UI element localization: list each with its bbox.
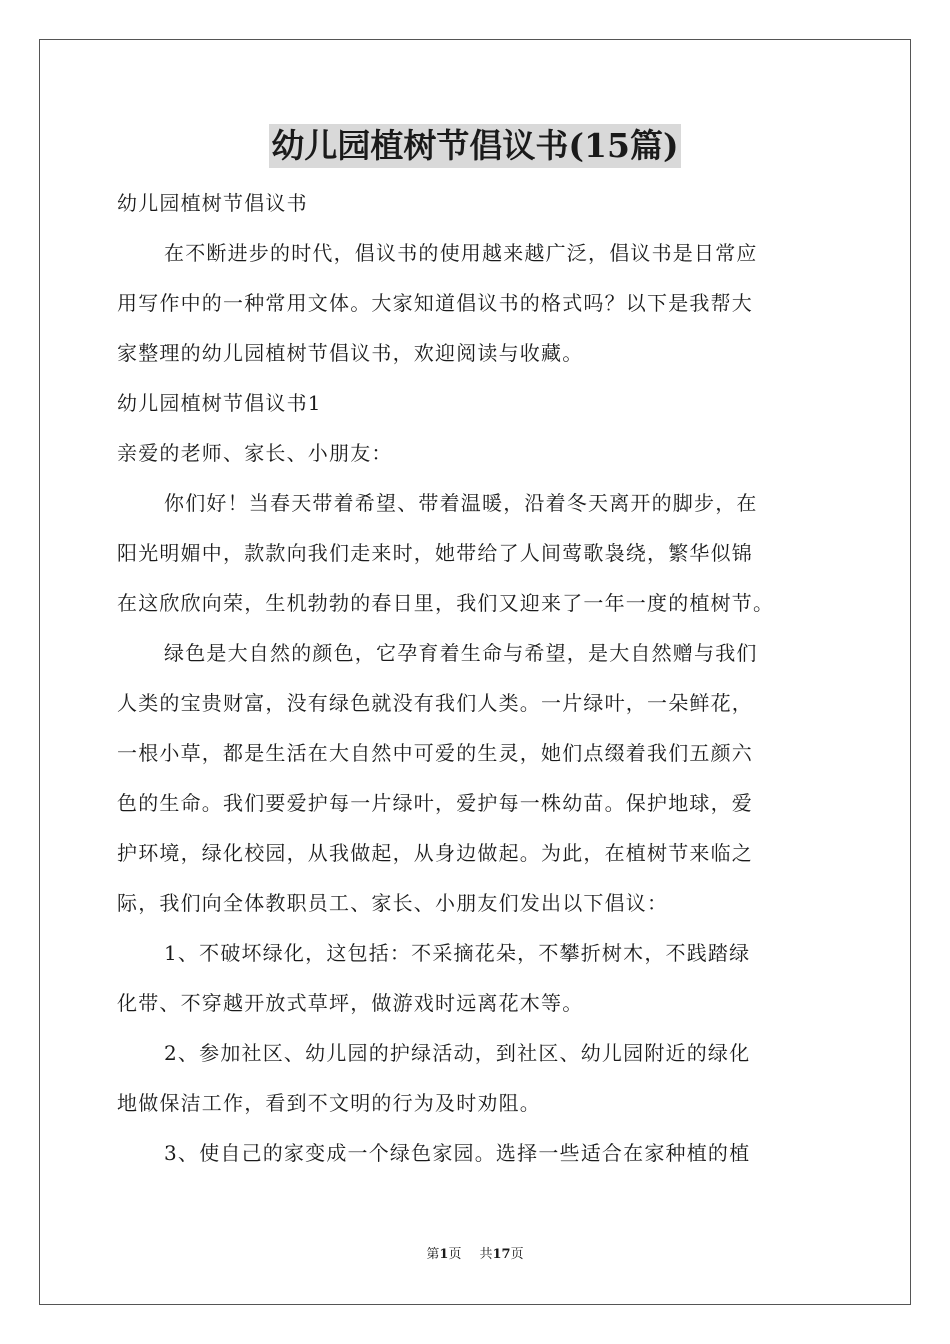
document-body: [117, 178, 837, 1178]
document-title: 幼儿园植树节倡议书(15篇): [269, 124, 680, 168]
text-line: 你们好！当春天带着希望、带着温暖，沿着冬天离开的脚步，在: [164, 491, 758, 515]
text-line: 3、使自己的家变成一个绿色家园。选择一些适合在家种植的植: [164, 1141, 751, 1165]
text-line: 在这欣欣向荣，生机勃勃的春日里，我们又迎来了一年一度的植树节。: [117, 591, 775, 615]
page-number-prefix: 第: [426, 1247, 440, 1262]
text-line: 幼儿园植树节倡议书1: [117, 391, 322, 415]
text-line: 绿色是大自然的颜色，它孕育着生命与希望，是大自然赠与我们: [164, 641, 758, 665]
page-total-prefix: 共: [479, 1247, 493, 1262]
title-container: [0, 124, 950, 168]
text-line: 人类的宝贵财富，没有绿色就没有我们人类。一片绿叶，一朵鲜花，: [117, 691, 753, 715]
text-line: 阳光明媚中，款款向我们走来时，她带给了人间莺歌袅绕，繁华似锦: [117, 541, 753, 565]
text-line: 一根小草，都是生活在大自然中可爱的生灵，她们点缀着我们五颜六: [117, 741, 753, 765]
text-line: 1、不破坏绿化，这包括：不采摘花朵，不攀折树木，不践踏绿: [164, 941, 751, 965]
text-line: 亲爱的老师、家长、小朋友：: [117, 441, 393, 465]
text-line: 在不断进步的时代，倡议书的使用越来越广泛，倡议书是日常应: [164, 241, 758, 265]
text-line: 化带、不穿越开放式草坪，做游戏时远离花木等。: [117, 991, 584, 1015]
text-line: 幼儿园植树节倡议书: [117, 191, 308, 215]
text-line: 际，我们向全体教职员工、家长、小朋友们发出以下倡议：: [117, 891, 669, 915]
text-line: 护环境，绿化校园，从我做起，从身边做起。为此，在植树节来临之: [117, 841, 753, 865]
page-total-count: 17: [492, 1247, 511, 1262]
text-line: 地做保洁工作，看到不文明的行为及时劝阻。: [117, 1091, 541, 1115]
page-number-suffix: 页: [448, 1247, 462, 1262]
page-footer: [0, 1246, 950, 1264]
text-line: 家整理的幼儿园植树节倡议书，欢迎阅读与收藏。: [117, 341, 584, 365]
page-number-current: 1: [439, 1247, 449, 1262]
text-line: 色的生命。我们要爱护每一片绿叶，爱护每一株幼苗。保护地球，爱: [117, 791, 753, 815]
text-line: 2、参加社区、幼儿园的护绿活动，到社区、幼儿园附近的绿化: [164, 1041, 751, 1065]
text-line: 用写作中的一种常用文体。大家知道倡议书的格式吗？以下是我帮大: [117, 291, 753, 315]
page-total-suffix: 页: [510, 1247, 524, 1262]
